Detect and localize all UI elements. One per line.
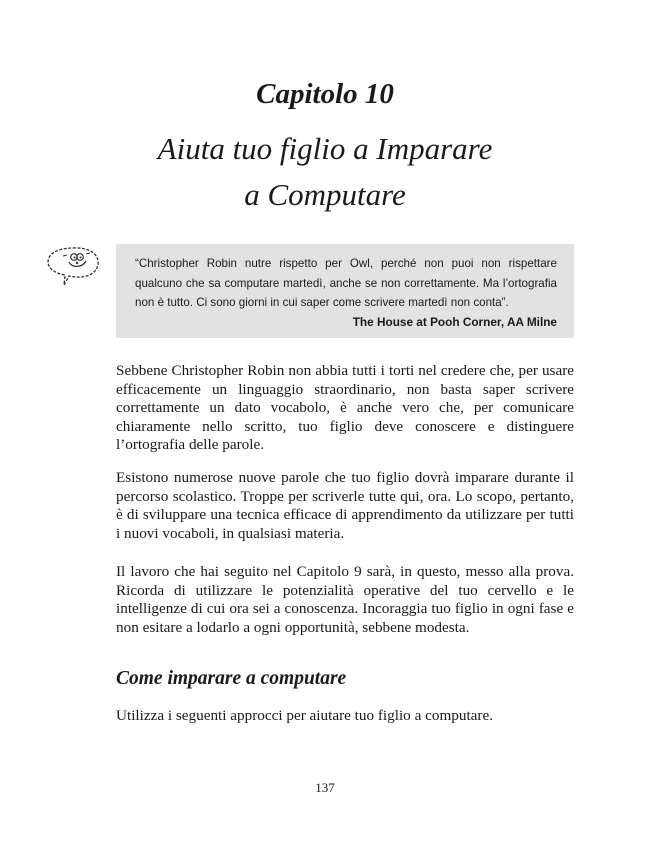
body-paragraph-2: Esistono numerose nuove parole che tuo figlio dovrà imparare durante il percorso scolastico. Troppe per scriverle tutte qui, ora. Lo scopo, pertanto, è di sviluppare una tecnica efficace di apprendimento da utilizzare per tutti i nuovi vocaboli, in qualsiasi materia. <box>116 469 574 542</box>
section-heading: Come imparare a computare <box>116 668 347 689</box>
chapter-title-line-2: a Computare <box>244 177 406 212</box>
chapter-title-line-1: Aiuta tuo figlio a Imparare <box>157 131 493 166</box>
smiling-face-speech-bubble-icon <box>44 244 102 292</box>
section-intro-paragraph: Utilizza i seguenti approcci per aiutare tuo figlio a computare. <box>116 707 494 724</box>
epigraph-source: The House at Pooh Corner, AA Milne <box>352 314 557 329</box>
body-paragraph-1: Sebbene Christopher Robin non abbia tutti i torti nel credere che, per usare efficacemente un linguaggio straordinario, non basta saper scrivere correttamente un dato vocabolo, è anche vero che, per comunicare chiaramente nello scritto, tuo figlio deve conoscere e distinguere l’ortografia delle parole. <box>116 362 574 454</box>
chapter-number: Capitolo 10 <box>256 78 394 110</box>
chapter-title <box>0 126 650 218</box>
body-paragraph-3: Il lavoro che hai seguito nel Capitolo 9 sarà, in questo, messo alla prova. Ricorda di utilizzare le potenzialità operative del tuo cervello e le intelligenze di cui ora sei a conoscenza. Incoraggia tuo figlio in ogni fase e non esitare a lodarlo a ogni opportunità, sebbene modesta. <box>116 563 574 636</box>
page-number: 137 <box>315 780 335 795</box>
epigraph-quote-box <box>116 244 574 338</box>
epigraph-quote-text: “Christopher Robin nutre rispetto per Owl, perché non puoi non rispettare qualcuno che sa computare martedì, anche se non correttamente. Ma l’ortografia non è tutto. Ci sono giorni in cui saper come scrivere martedì non conta”. <box>135 257 557 309</box>
